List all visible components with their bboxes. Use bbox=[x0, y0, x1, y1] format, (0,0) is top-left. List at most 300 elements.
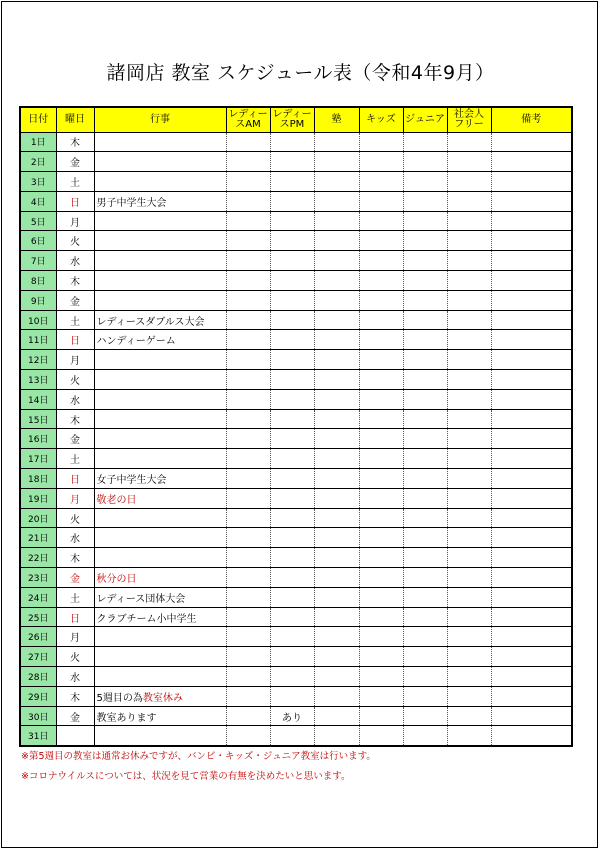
ladies-am-cell[interactable] bbox=[226, 667, 270, 687]
juku-cell[interactable] bbox=[314, 271, 359, 291]
kids-cell[interactable] bbox=[359, 488, 403, 508]
ladies-am-cell[interactable] bbox=[226, 548, 270, 568]
header-ladies-am bbox=[226, 107, 270, 132]
adult-cell[interactable] bbox=[447, 726, 491, 746]
adult-cell[interactable] bbox=[447, 647, 491, 667]
adult-cell[interactable] bbox=[447, 667, 491, 687]
notes-cell[interactable] bbox=[491, 152, 572, 172]
juku-cell[interactable] bbox=[314, 211, 359, 231]
ladies-am-cell[interactable] bbox=[226, 231, 270, 251]
junior-cell[interactable] bbox=[403, 488, 447, 508]
header-dow: 曜日 bbox=[56, 107, 94, 132]
notes-cell[interactable] bbox=[491, 686, 572, 706]
kids-cell[interactable] bbox=[359, 409, 403, 429]
adult-cell[interactable] bbox=[447, 568, 491, 588]
notes-cell[interactable] bbox=[491, 726, 572, 746]
page-title: 諸岡店 教室 スケジュール表（令和4年9月） bbox=[106, 62, 495, 84]
juku-cell[interactable] bbox=[314, 132, 359, 152]
kids-cell[interactable] bbox=[359, 706, 403, 726]
notes-cell[interactable] bbox=[491, 647, 572, 667]
junior-cell[interactable] bbox=[403, 350, 447, 370]
schedule-table bbox=[19, 106, 573, 747]
adult-cell[interactable] bbox=[447, 488, 491, 508]
table-row bbox=[20, 488, 572, 508]
adult-cell[interactable] bbox=[447, 389, 491, 409]
adult-cell[interactable] bbox=[447, 290, 491, 310]
ladies-am-cell[interactable] bbox=[226, 449, 270, 469]
ladies-pm-cell[interactable] bbox=[270, 607, 314, 627]
notes-cell[interactable] bbox=[491, 488, 572, 508]
ladies-pm-cell[interactable] bbox=[270, 231, 314, 251]
notes-cell[interactable] bbox=[491, 607, 572, 627]
table-row bbox=[20, 370, 572, 390]
kids-cell[interactable] bbox=[359, 370, 403, 390]
juku-cell[interactable] bbox=[314, 508, 359, 528]
weekday-cell: 木 bbox=[56, 686, 94, 706]
notes-cell[interactable] bbox=[491, 389, 572, 409]
junior-cell[interactable] bbox=[403, 429, 447, 449]
ladies-am-cell[interactable] bbox=[226, 211, 270, 231]
event-cell[interactable] bbox=[94, 211, 226, 231]
date-cell: 12日 bbox=[20, 350, 56, 370]
ladies-am-cell[interactable] bbox=[226, 409, 270, 429]
junior-cell[interactable] bbox=[403, 172, 447, 192]
junior-cell[interactable] bbox=[403, 132, 447, 152]
junior-cell[interactable] bbox=[403, 211, 447, 231]
notes-cell[interactable] bbox=[491, 172, 572, 192]
notes-cell[interactable] bbox=[491, 231, 572, 251]
juku-cell[interactable] bbox=[314, 409, 359, 429]
junior-cell[interactable] bbox=[403, 290, 447, 310]
ladies-am-cell[interactable] bbox=[226, 488, 270, 508]
notes-cell[interactable] bbox=[491, 350, 572, 370]
junior-cell[interactable] bbox=[403, 607, 447, 627]
notes-cell[interactable] bbox=[491, 548, 572, 568]
kids-cell[interactable] bbox=[359, 429, 403, 449]
weekday-cell bbox=[56, 726, 94, 746]
kids-cell[interactable] bbox=[359, 290, 403, 310]
table-row bbox=[20, 251, 572, 271]
ladies-pm-cell[interactable] bbox=[270, 310, 314, 330]
notes-cell[interactable] bbox=[491, 310, 572, 330]
adult-cell[interactable] bbox=[447, 172, 491, 192]
notes-cell[interactable] bbox=[491, 290, 572, 310]
ladies-pm-cell[interactable] bbox=[270, 488, 314, 508]
ladies-pm-cell[interactable] bbox=[270, 370, 314, 390]
date-cell: 7日 bbox=[20, 251, 56, 271]
junior-cell[interactable] bbox=[403, 191, 447, 211]
weekday-cell: 土 bbox=[56, 449, 94, 469]
ladies-pm-cell[interactable] bbox=[270, 152, 314, 172]
event-cell[interactable] bbox=[94, 330, 226, 350]
adult-cell[interactable] bbox=[447, 706, 491, 726]
event-cell[interactable] bbox=[94, 389, 226, 409]
ladies-pm-cell[interactable] bbox=[270, 330, 314, 350]
header-ladies-am-line2: スAM bbox=[235, 118, 261, 130]
junior-cell[interactable] bbox=[403, 627, 447, 647]
juku-cell[interactable] bbox=[314, 726, 359, 746]
weekday-cell: 金 bbox=[56, 152, 94, 172]
event-text: クラブチーム小中学生 bbox=[96, 613, 197, 625]
adult-cell[interactable] bbox=[447, 449, 491, 469]
kids-cell[interactable] bbox=[359, 132, 403, 152]
adult-cell[interactable] bbox=[447, 469, 491, 489]
notes-cell[interactable] bbox=[491, 271, 572, 291]
date-cell: 28日 bbox=[20, 667, 56, 687]
ladies-pm-cell[interactable] bbox=[270, 508, 314, 528]
table-row bbox=[20, 132, 572, 152]
kids-cell[interactable] bbox=[359, 211, 403, 231]
ladies-am-cell[interactable] bbox=[226, 627, 270, 647]
junior-cell[interactable] bbox=[403, 528, 447, 548]
ladies-am-cell[interactable] bbox=[226, 607, 270, 627]
kids-cell[interactable] bbox=[359, 469, 403, 489]
junior-cell[interactable] bbox=[403, 370, 447, 390]
event-cell[interactable] bbox=[94, 726, 226, 746]
adult-cell[interactable] bbox=[447, 152, 491, 172]
ladies-pm-cell[interactable] bbox=[270, 726, 314, 746]
junior-cell[interactable] bbox=[403, 587, 447, 607]
kids-cell[interactable] bbox=[359, 667, 403, 687]
date-cell: 24日 bbox=[20, 587, 56, 607]
kids-cell[interactable] bbox=[359, 726, 403, 746]
ladies-pm-cell[interactable] bbox=[270, 350, 314, 370]
event-cell[interactable] bbox=[94, 568, 226, 588]
ladies-am-cell[interactable] bbox=[226, 310, 270, 330]
ladies-pm-cell[interactable] bbox=[270, 686, 314, 706]
kids-cell[interactable] bbox=[359, 350, 403, 370]
table-row bbox=[20, 528, 572, 548]
juku-cell[interactable] bbox=[314, 548, 359, 568]
event-cell[interactable] bbox=[94, 667, 226, 687]
kids-cell[interactable] bbox=[359, 271, 403, 291]
event-cell[interactable] bbox=[94, 429, 226, 449]
weekday-cell: 土 bbox=[56, 310, 94, 330]
notes-cell[interactable] bbox=[491, 211, 572, 231]
adult-cell[interactable] bbox=[447, 528, 491, 548]
ladies-am-cell[interactable] bbox=[226, 587, 270, 607]
adult-cell[interactable] bbox=[447, 429, 491, 449]
junior-cell[interactable] bbox=[403, 449, 447, 469]
ladies-am-cell[interactable] bbox=[226, 726, 270, 746]
adult-cell[interactable] bbox=[447, 330, 491, 350]
ladies-am-cell[interactable] bbox=[226, 647, 270, 667]
juku-cell[interactable] bbox=[314, 568, 359, 588]
table-row bbox=[20, 211, 572, 231]
ladies-am-cell[interactable] bbox=[226, 389, 270, 409]
event-cell[interactable] bbox=[94, 449, 226, 469]
juku-cell[interactable] bbox=[314, 290, 359, 310]
ladies-am-cell[interactable] bbox=[226, 469, 270, 489]
notes-cell[interactable] bbox=[491, 370, 572, 390]
ladies-pm-cell[interactable] bbox=[270, 528, 314, 548]
adult-cell[interactable] bbox=[447, 607, 491, 627]
ladies-am-cell[interactable] bbox=[226, 330, 270, 350]
junior-cell[interactable] bbox=[403, 152, 447, 172]
event-text: 教室あります bbox=[96, 712, 157, 724]
juku-cell[interactable] bbox=[314, 706, 359, 726]
junior-cell[interactable] bbox=[403, 389, 447, 409]
junior-cell[interactable] bbox=[403, 686, 447, 706]
adult-cell[interactable] bbox=[447, 251, 491, 271]
juku-cell[interactable] bbox=[314, 389, 359, 409]
notes-cell[interactable] bbox=[491, 132, 572, 152]
notes-cell[interactable] bbox=[491, 409, 572, 429]
weekday-cell: 水 bbox=[56, 528, 94, 548]
kids-cell[interactable] bbox=[359, 528, 403, 548]
ladies-pm-cell[interactable] bbox=[270, 568, 314, 588]
notes-cell[interactable] bbox=[491, 330, 572, 350]
event-text: 秋分の日 bbox=[96, 573, 137, 585]
notes-cell[interactable] bbox=[491, 508, 572, 528]
adult-cell[interactable] bbox=[447, 271, 491, 291]
adult-cell[interactable] bbox=[447, 370, 491, 390]
date-cell: 19日 bbox=[20, 488, 56, 508]
header-kids: キッズ bbox=[359, 107, 403, 132]
notes-cell[interactable] bbox=[491, 706, 572, 726]
adult-cell[interactable] bbox=[447, 587, 491, 607]
kids-cell[interactable] bbox=[359, 627, 403, 647]
event-cell[interactable] bbox=[94, 686, 226, 706]
ladies-pm-cell[interactable] bbox=[270, 667, 314, 687]
notes-cell[interactable] bbox=[491, 587, 572, 607]
juku-cell[interactable] bbox=[314, 310, 359, 330]
event-cell[interactable] bbox=[94, 172, 226, 192]
schedule-sheet bbox=[1, 1, 598, 848]
ladies-am-cell[interactable] bbox=[226, 152, 270, 172]
ladies-am-cell[interactable] bbox=[226, 568, 270, 588]
ladies-pm-cell[interactable]: あり bbox=[270, 706, 314, 726]
event-cell[interactable] bbox=[94, 290, 226, 310]
notes-cell[interactable] bbox=[491, 528, 572, 548]
ladies-pm-cell[interactable] bbox=[270, 429, 314, 449]
juku-cell[interactable] bbox=[314, 449, 359, 469]
junior-cell[interactable] bbox=[403, 330, 447, 350]
ladies-am-cell[interactable] bbox=[226, 132, 270, 152]
juku-cell[interactable] bbox=[314, 686, 359, 706]
ladies-am-cell[interactable] bbox=[226, 686, 270, 706]
juku-cell[interactable] bbox=[314, 172, 359, 192]
juku-cell[interactable] bbox=[314, 587, 359, 607]
kids-cell[interactable] bbox=[359, 587, 403, 607]
ladies-pm-cell[interactable] bbox=[270, 389, 314, 409]
adult-cell[interactable] bbox=[447, 310, 491, 330]
ladies-am-cell[interactable] bbox=[226, 706, 270, 726]
ladies-pm-cell[interactable] bbox=[270, 548, 314, 568]
juku-cell[interactable] bbox=[314, 231, 359, 251]
kids-cell[interactable] bbox=[359, 607, 403, 627]
event-cell[interactable] bbox=[94, 132, 226, 152]
event-cell[interactable] bbox=[94, 528, 226, 548]
junior-cell[interactable] bbox=[403, 409, 447, 429]
junior-cell[interactable] bbox=[403, 647, 447, 667]
juku-cell[interactable] bbox=[314, 191, 359, 211]
adult-cell[interactable] bbox=[447, 409, 491, 429]
junior-cell[interactable] bbox=[403, 251, 447, 271]
ladies-pm-cell[interactable] bbox=[270, 191, 314, 211]
event-cell[interactable] bbox=[94, 231, 226, 251]
kids-cell[interactable] bbox=[359, 568, 403, 588]
header-ladies-am-line1: レディー bbox=[228, 108, 268, 120]
ladies-pm-cell[interactable] bbox=[270, 211, 314, 231]
kids-cell[interactable] bbox=[359, 508, 403, 528]
kids-cell[interactable] bbox=[359, 449, 403, 469]
juku-cell[interactable] bbox=[314, 627, 359, 647]
kids-cell[interactable] bbox=[359, 191, 403, 211]
event-cell[interactable] bbox=[94, 191, 226, 211]
juku-cell[interactable] bbox=[314, 607, 359, 627]
notes-cell[interactable] bbox=[491, 667, 572, 687]
table-row bbox=[20, 667, 572, 687]
notes-cell[interactable] bbox=[491, 191, 572, 211]
adult-cell[interactable] bbox=[447, 627, 491, 647]
juku-cell[interactable] bbox=[314, 647, 359, 667]
juku-cell[interactable] bbox=[314, 667, 359, 687]
juku-cell[interactable] bbox=[314, 350, 359, 370]
notes-cell[interactable] bbox=[491, 449, 572, 469]
weekday-cell: 金 bbox=[56, 429, 94, 449]
ladies-pm-cell[interactable] bbox=[270, 251, 314, 271]
adult-cell[interactable] bbox=[447, 548, 491, 568]
weekday-cell: 金 bbox=[56, 290, 94, 310]
ladies-am-cell[interactable] bbox=[226, 528, 270, 548]
event-cell[interactable] bbox=[94, 152, 226, 172]
notes-cell[interactable] bbox=[491, 627, 572, 647]
ladies-am-cell[interactable] bbox=[226, 350, 270, 370]
table-row bbox=[20, 607, 572, 627]
junior-cell[interactable] bbox=[403, 231, 447, 251]
notes-cell[interactable] bbox=[491, 429, 572, 449]
adult-cell[interactable] bbox=[447, 508, 491, 528]
event-cell[interactable] bbox=[94, 350, 226, 370]
ladies-am-cell[interactable] bbox=[226, 172, 270, 192]
weekday-cell: 火 bbox=[56, 508, 94, 528]
table-row bbox=[20, 271, 572, 291]
header-juku: 塾 bbox=[314, 107, 359, 132]
schedule-body bbox=[20, 132, 572, 746]
kids-cell[interactable] bbox=[359, 231, 403, 251]
adult-cell[interactable] bbox=[447, 350, 491, 370]
ladies-am-cell[interactable] bbox=[226, 290, 270, 310]
table-row bbox=[20, 231, 572, 251]
adult-cell[interactable] bbox=[447, 191, 491, 211]
junior-cell[interactable] bbox=[403, 310, 447, 330]
kids-cell[interactable] bbox=[359, 172, 403, 192]
table-row bbox=[20, 548, 572, 568]
notes-cell[interactable] bbox=[491, 568, 572, 588]
ladies-pm-cell[interactable] bbox=[270, 132, 314, 152]
junior-cell[interactable] bbox=[403, 271, 447, 291]
header-junior: ジュニア bbox=[403, 107, 447, 132]
juku-cell[interactable] bbox=[314, 152, 359, 172]
ladies-pm-cell[interactable] bbox=[270, 290, 314, 310]
juku-cell[interactable] bbox=[314, 429, 359, 449]
ladies-pm-cell[interactable] bbox=[270, 469, 314, 489]
ladies-pm-cell[interactable] bbox=[270, 409, 314, 429]
notes-cell[interactable] bbox=[491, 469, 572, 489]
event-cell[interactable] bbox=[94, 251, 226, 271]
event-cell[interactable] bbox=[94, 409, 226, 429]
date-cell: 11日 bbox=[20, 330, 56, 350]
kids-cell[interactable] bbox=[359, 686, 403, 706]
ladies-am-cell[interactable] bbox=[226, 271, 270, 291]
kids-cell[interactable] bbox=[359, 647, 403, 667]
adult-cell[interactable] bbox=[447, 132, 491, 152]
date-cell: 15日 bbox=[20, 409, 56, 429]
event-cell[interactable] bbox=[94, 706, 226, 726]
notes-cell[interactable] bbox=[491, 251, 572, 271]
juku-cell[interactable] bbox=[314, 469, 359, 489]
ladies-am-cell[interactable] bbox=[226, 370, 270, 390]
kids-cell[interactable] bbox=[359, 152, 403, 172]
kids-cell[interactable] bbox=[359, 310, 403, 330]
juku-cell[interactable] bbox=[314, 330, 359, 350]
juku-cell[interactable] bbox=[314, 488, 359, 508]
event-cell[interactable] bbox=[94, 627, 226, 647]
ladies-pm-cell[interactable] bbox=[270, 627, 314, 647]
kids-cell[interactable] bbox=[359, 251, 403, 271]
adult-cell[interactable] bbox=[447, 686, 491, 706]
event-cell[interactable] bbox=[94, 271, 226, 291]
table-row bbox=[20, 706, 572, 726]
junior-cell[interactable] bbox=[403, 726, 447, 746]
weekday-cell: 木 bbox=[56, 548, 94, 568]
kids-cell[interactable] bbox=[359, 330, 403, 350]
event-cell[interactable] bbox=[94, 370, 226, 390]
kids-cell[interactable] bbox=[359, 389, 403, 409]
ladies-am-cell[interactable] bbox=[226, 429, 270, 449]
adult-cell[interactable] bbox=[447, 231, 491, 251]
event-cell[interactable] bbox=[94, 469, 226, 489]
footnote-2: ※コロナウイルスについては、状況を見て営業の有無を決めたいと思います。 bbox=[21, 771, 351, 782]
junior-cell[interactable] bbox=[403, 667, 447, 687]
ladies-am-cell[interactable] bbox=[226, 508, 270, 528]
juku-cell[interactable] bbox=[314, 251, 359, 271]
header-ladies-pm bbox=[270, 107, 314, 132]
junior-cell[interactable] bbox=[403, 508, 447, 528]
date-cell: 27日 bbox=[20, 647, 56, 667]
ladies-pm-cell[interactable] bbox=[270, 587, 314, 607]
ladies-am-cell[interactable] bbox=[226, 191, 270, 211]
junior-cell[interactable] bbox=[403, 568, 447, 588]
event-cell[interactable] bbox=[94, 587, 226, 607]
juku-cell[interactable] bbox=[314, 370, 359, 390]
date-cell: 14日 bbox=[20, 389, 56, 409]
date-cell: 18日 bbox=[20, 469, 56, 489]
table-row bbox=[20, 587, 572, 607]
ladies-pm-cell[interactable] bbox=[270, 172, 314, 192]
event-cell[interactable] bbox=[94, 508, 226, 528]
event-cell[interactable] bbox=[94, 488, 226, 508]
ladies-pm-cell[interactable] bbox=[270, 449, 314, 469]
adult-cell[interactable] bbox=[447, 211, 491, 231]
event-text: 女子中学生大会 bbox=[96, 474, 167, 486]
junior-cell[interactable] bbox=[403, 469, 447, 489]
juku-cell[interactable] bbox=[314, 528, 359, 548]
junior-cell[interactable] bbox=[403, 706, 447, 726]
ladies-pm-cell[interactable] bbox=[270, 271, 314, 291]
event-cell[interactable] bbox=[94, 310, 226, 330]
ladies-pm-cell[interactable] bbox=[270, 647, 314, 667]
kids-cell[interactable] bbox=[359, 548, 403, 568]
header-ladies-pm-line2: スPM bbox=[279, 118, 305, 130]
date-cell: 16日 bbox=[20, 429, 56, 449]
ladies-am-cell[interactable] bbox=[226, 251, 270, 271]
event-cell[interactable] bbox=[94, 607, 226, 627]
junior-cell[interactable] bbox=[403, 548, 447, 568]
event-cell[interactable] bbox=[94, 548, 226, 568]
event-cell[interactable] bbox=[94, 647, 226, 667]
